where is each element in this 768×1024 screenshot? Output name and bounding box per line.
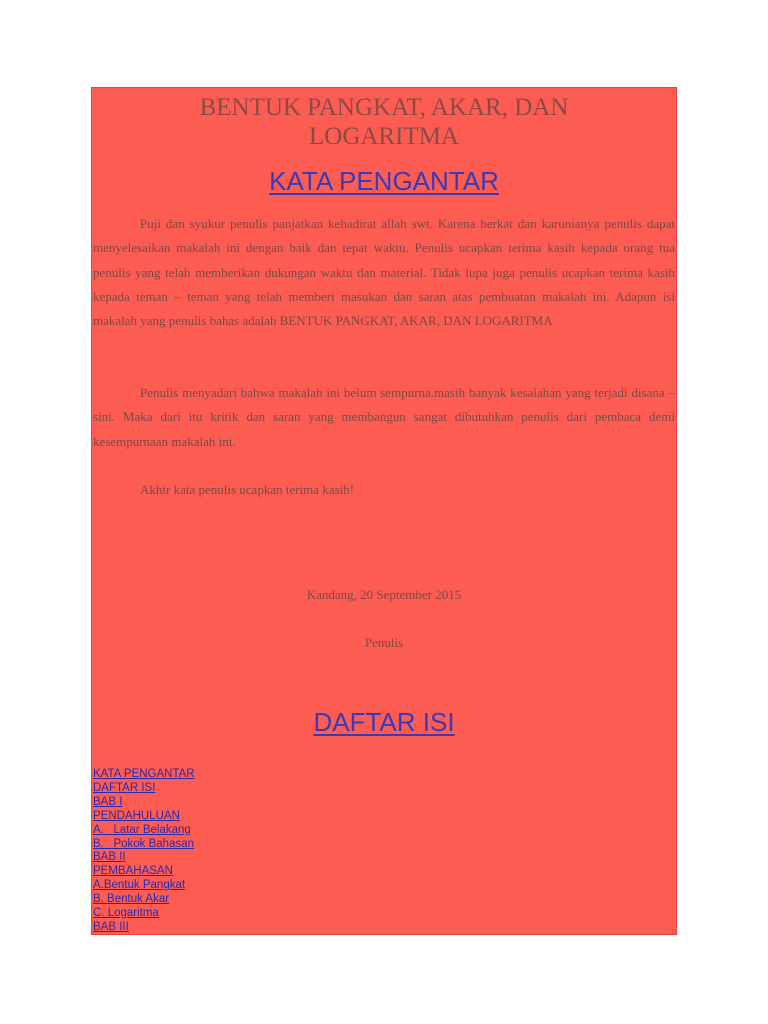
signature: Penulis [364, 635, 404, 650]
document-title-line-2: LOGARITMA [309, 123, 459, 150]
toc-link-bab-1[interactable]: BAB I [93, 795, 123, 808]
toc-link-bab-3[interactable]: BAB III [93, 920, 129, 933]
toc-link-daftar-isi[interactable]: DAFTAR ISI [93, 781, 156, 794]
preface-heading: KATA PENGANTAR [269, 166, 499, 196]
toc-link-pokok-bahasan[interactable]: B. Pokok Bahasan [93, 837, 195, 850]
toc-link-pembahasan[interactable]: PEMBAHASAN [93, 865, 173, 878]
document-page [91, 87, 677, 935]
toc-link-kata-pengantar[interactable]: KATA PENGANTAR [93, 768, 195, 780]
preface-paragraph-2: Penulis menyadari bahwa makalah ini belum sempurna.masih banyak kesalahan yang terjadi disana – sini. Maka dari itu kritik dan saran yang membangun sangat dibutuhkan penulis dari pembaca demi kesempurnaan makalah ini. [93, 385, 675, 449]
place-date: Kandang, 20 September 2015 [306, 587, 462, 602]
toc-link-bab-2[interactable]: BAB II [93, 851, 126, 864]
toc-link-bentuk-pangkat[interactable]: A.Bentuk Pangkat [93, 879, 186, 892]
document-title [92, 93, 676, 151]
toc-heading: DAFTAR ISI [313, 707, 455, 737]
table-of-contents [93, 768, 195, 935]
toc-link-logaritma[interactable]: C. Logaritma [93, 907, 159, 920]
preface-paragraph-1: Puji dan syukur penulis panjatkan kehadirat allah swt. Karena berkat dan karunianya penulis dapat menyelesaikan makalah ini dengan baik dan tepat waktu. Penulis ucapkan terima kasih kepada orang tua penulis yang telah memberikan dukungan waktu dan material. Tidak lupa juga penulis ucapkan terima kasih kepada teman – teman yang telah memberi masukan dan saran atas pembuatan makalah ini. Adapun isi makalah yang penulis bahas adalah BENTUK PANGKAT, AKAR, DAN LOGARITMA [93, 216, 675, 329]
preface-paragraph-3: Akhir kata penulis ucapkan terima kasih! [140, 482, 355, 497]
document-title-line-1: BENTUK PANGKAT, AKAR, DAN [199, 94, 569, 121]
toc-link-latar-belakang[interactable]: A. Latar Belakang [93, 823, 191, 836]
toc-link-bentuk-akar[interactable]: B. Bentuk Akar [93, 893, 170, 906]
toc-link-pendahuluan[interactable]: PENDAHULUAN [93, 809, 180, 822]
